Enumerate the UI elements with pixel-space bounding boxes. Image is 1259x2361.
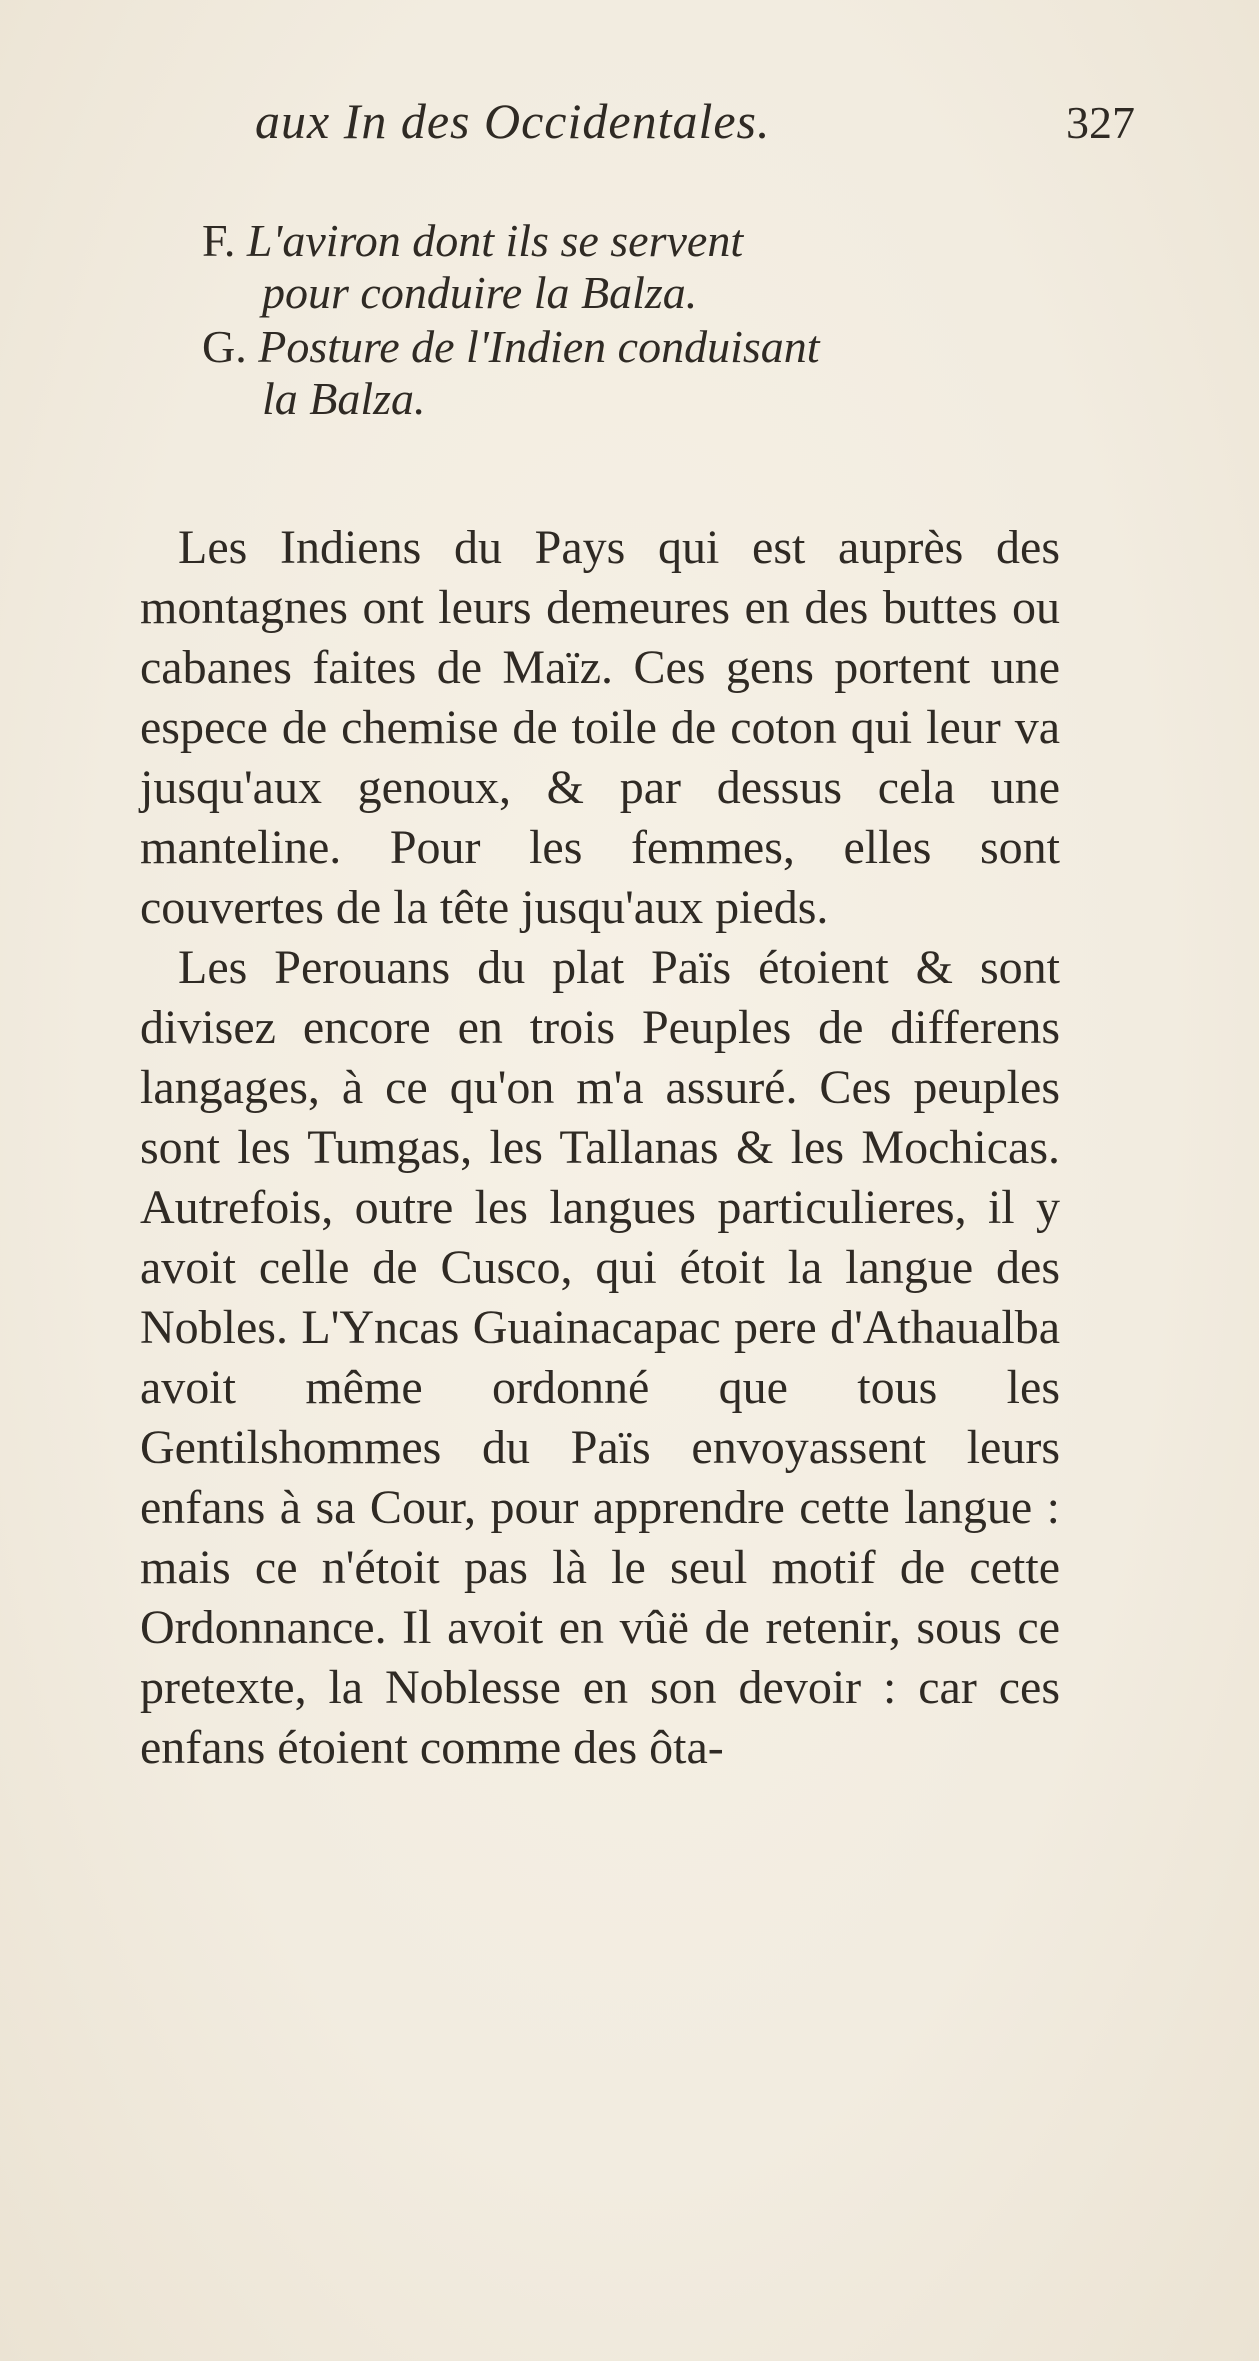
- legend-text: pour conduire la Balza.: [262, 267, 698, 318]
- legend-text: la Balza.: [262, 373, 426, 424]
- legend-letter: G.: [202, 321, 247, 372]
- legend-text: L'aviron dont ils se servent: [246, 215, 744, 266]
- body-text: [140, 518, 1060, 1778]
- running-head: [255, 92, 1135, 162]
- paragraph: Les Perouans du plat Païs étoient & sont divisez encore en trois Peuples de differens langages, à ce qu'on m'a assuré. Ces peuples sont les Tumgas, les Tallanas & les Mochicas. Autrefois, outre les langues particulieres, il y avoit celle de Cusco, qui étoit la langue des Nobles. L'Yncas Guainacapac pere d'Athaualba avoit même ordonné que tous les Gentilshommes du Païs envoyassent leurs enfans à sa Cour, pour apprendre cette langue : mais ce n'étoit pas là le seul motif de cette Ordonnance. Il avoit en vûë de retenir, sous ce pretexte, la Noblesse en son devoir : car ces enfans étoient comme des ôta-: [140, 941, 1060, 1774]
- legend-item-f: [202, 215, 1102, 319]
- legend-letter: F.: [202, 215, 236, 266]
- running-title: aux In des Occidentales.: [255, 93, 771, 149]
- page-number: 327: [1066, 97, 1135, 148]
- paragraph: Les Indiens du Pays qui est auprès des montagnes ont leurs demeures en des buttes ou cabanes faites de Maïz. Ces gens portent une espece de chemise de toile de coton qui leur va jusqu'aux genoux, & par dessus cela une manteline. Pour les femmes, elles sont couvertes de la tête jusqu'aux pieds.: [140, 521, 1060, 934]
- legend-text: Posture de l'Indien conduisant: [258, 321, 820, 372]
- legend-item-g: [202, 321, 1102, 425]
- figure-legend: [202, 215, 1102, 427]
